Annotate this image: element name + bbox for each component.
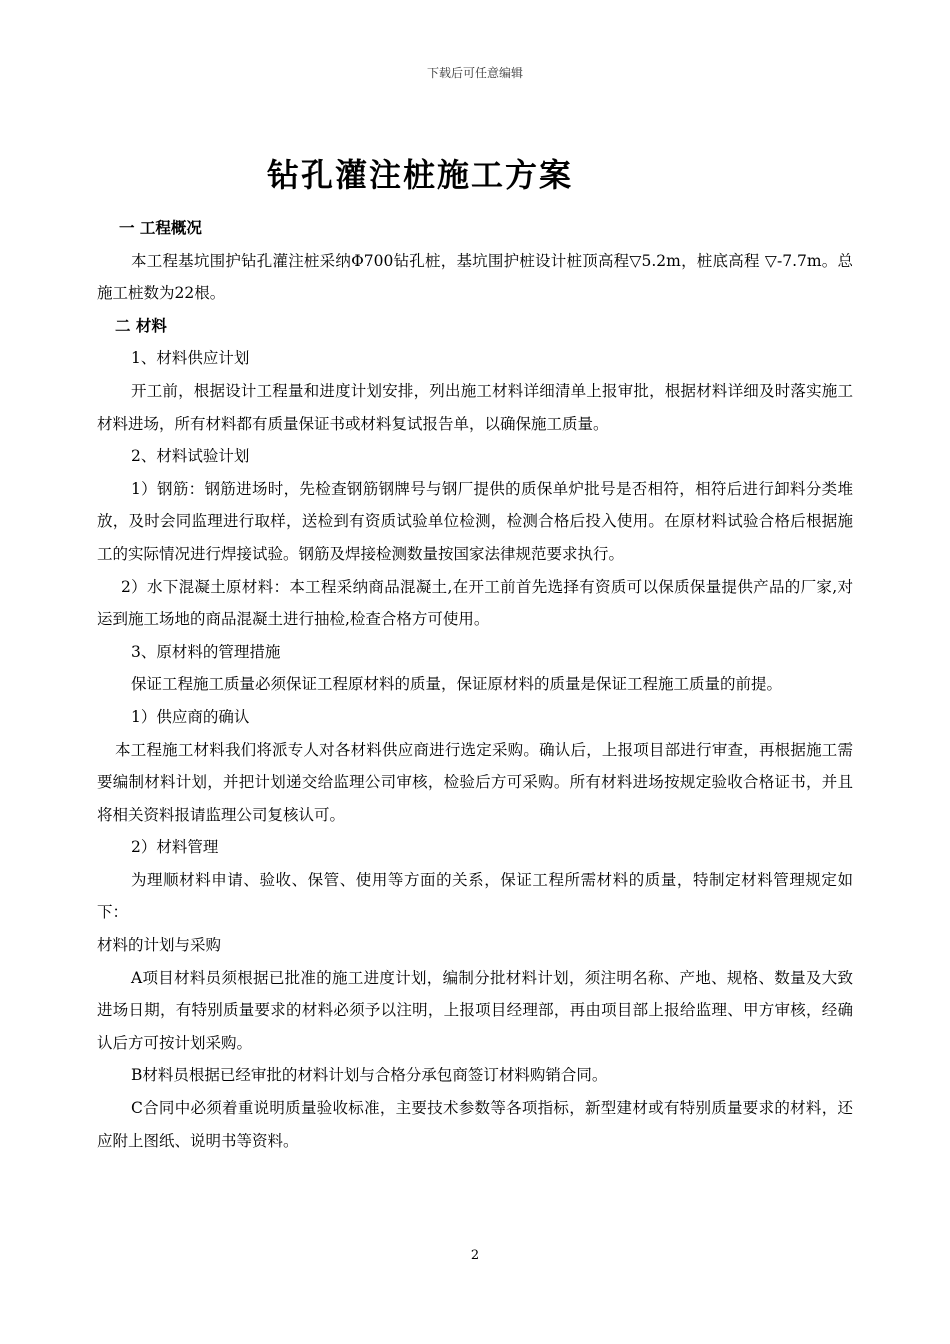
paragraph: 为理顺材料申请、验收、保管、使用等方面的关系，保证工程所需材料的质量，特制定材料管理规定如下： bbox=[97, 870, 853, 922]
section-heading-materials: 二 材料 bbox=[115, 316, 167, 335]
paragraph: 本工程施工材料我们将派专人对各材料供应商进行选定采购。确认后，上报项目部进行审查，再根据施工需要编制材料计划，并把计划递交给监理公司审核，检验后方可采购。所有材料进场按规定验收合格证书，并且将相关资料报请监理公司复核认可。 bbox=[97, 740, 853, 824]
paragraph: A项目材料员须根据已批准的施工进度计划，编制分批材料计划，须注明名称、产地、规格、数量及大致进场日期，有特别质量要求的材料必须予以注明，上报项目经理部，再由项目部上报给监理、甲方审核，经确认后方可按计划采购。 bbox=[97, 968, 853, 1052]
subsection-heading: 1）供应商的确认 bbox=[131, 707, 250, 726]
paragraph: B材料员根据已经审批的材料计划与合格分承包商签订材料购销合同。 bbox=[131, 1066, 608, 1085]
paragraph: 1）钢筋：钢筋进场时，先检查钢筋钢牌号与钢厂提供的质保单炉批号是否相符，相符后进行卸料分类堆放，及时会同监理进行取样，送检到有资质试验单位检测，检测合格后投入使用。在原材料试验合格后根据施工的实际情况进行焊接试验。钢筋及焊接检测数量按国家法律规范要求执行。 bbox=[97, 479, 853, 563]
document-title: 钻孔灌注桩施工方案 bbox=[266, 156, 573, 194]
document-body bbox=[97, 212, 853, 1157]
page-header-note: 下载后可任意编辑 bbox=[426, 66, 523, 80]
paragraph: C合同中必须着重说明质量验收标准，主要技术参数等各项指标，新型建材或有特别质量要求的材料，还应附上图纸、说明书等资料。 bbox=[97, 1099, 853, 1150]
section-heading-overview: 一 工程概况 bbox=[119, 219, 202, 237]
page-number: 2 bbox=[470, 1248, 480, 1263]
paragraph: 本工程基坑围护钻孔灌注桩采纳Φ700钻孔桩，基坑围护桩设计桩顶高程▽5.2m，桩底高程 ▽-7.7m。总施工桩数为22根。 bbox=[97, 251, 853, 303]
subsection-heading: 材料的计划与采购 bbox=[97, 936, 222, 955]
subsection-heading: 2）材料管理 bbox=[131, 838, 219, 857]
paragraph: 2）水下混凝土原材料：本工程采纳商品混凝土,在开工前首先选择有资质可以保质保量提供产品的厂家,对运到施工场地的商品混凝土进行抽检,检查合格方可使用。 bbox=[97, 577, 853, 629]
paragraph: 保证工程施工质量必须保证工程原材料的质量，保证原材料的质量是保证工程施工质量的前提。 bbox=[131, 675, 783, 694]
subsection-heading: 2、材料试验计划 bbox=[131, 447, 250, 466]
subsection-heading: 1、材料供应计划 bbox=[131, 349, 250, 368]
subsection-heading: 3、原材料的管理措施 bbox=[131, 642, 281, 661]
paragraph: 开工前，根据设计工程量和进度计划安排，列出施工材料详细清单上报审批，根据材料详细及时落实施工材料进场，所有材料都有质量保证书或材料复试报告单，以确保施工质量。 bbox=[97, 381, 853, 433]
